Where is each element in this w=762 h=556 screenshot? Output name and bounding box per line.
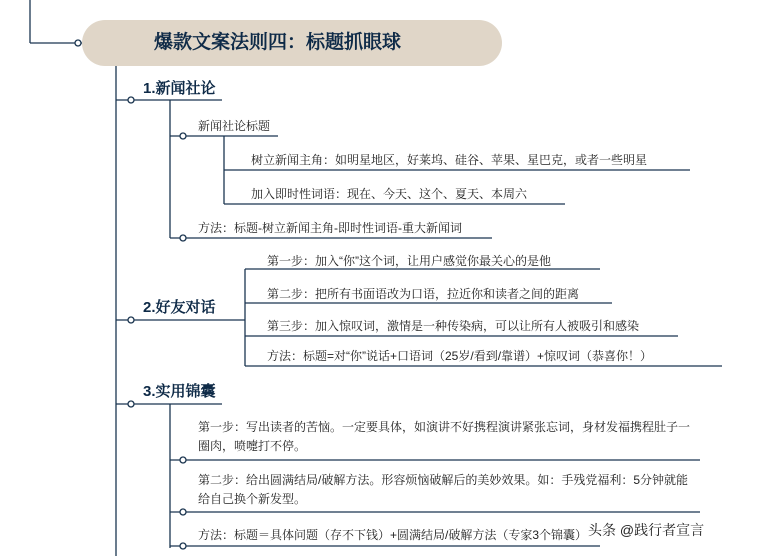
watermark-prefix: 头条 (588, 522, 616, 538)
watermark (588, 520, 704, 540)
central-topic (82, 20, 502, 66)
node-tips-step2: 第二步：给出圆满结局/破解方法。形容烦恼破解后的美妙效果。如：手残党福利：5分钟就能给自己换个新发型。 (198, 473, 689, 506)
node-tips-method: 方法：标题＝具体问题（存不下钱）+圆满结局/破解方法（专家3个锦囊） (198, 528, 588, 542)
node-chat-step3: 第三步：加入惊叹词，激情是一种传染病，可以让所有人被吸引和感染 (267, 319, 640, 333)
node-news-protagonist: 树立新闻主角：如明星地区，好莱坞、硅谷、苹果、星巴克，或者一些明星 (251, 153, 648, 167)
node-news-method: 方法：标题-树立新闻主角-即时性词语-重大新闻词 (198, 221, 462, 235)
section-3-label: 3.实用锦囊 (143, 383, 216, 400)
watermark-handle: @践行者宣言 (619, 522, 705, 538)
section-1-label: 1.新闻社论 (143, 80, 216, 97)
node-news-title: 新闻社论标题 (198, 119, 271, 133)
node-news-timely-words: 加入即时性词语：现在、今天、这个、夏天、本周六 (251, 187, 528, 201)
node-chat-step1: 第一步：加入“你”这个词，让用户感觉你最关心的是他 (267, 254, 551, 268)
node-chat-method: 方法：标题=对“你”说话+口语词（25岁/看到/靠谱）+惊叹词（恭喜你！） (267, 349, 653, 363)
central-topic-label: 爆款文案法则四：标题抓眼球 (154, 32, 402, 53)
node-chat-step2: 第二步：把所有书面语改为口语，拉近你和读者之间的距离 (267, 287, 580, 301)
section-2-label: 2.好友对话 (143, 299, 216, 316)
node-tips-step1: 第一步：写出读者的苦恼。一定要具体，如演讲不好携程演讲紧张忘词，身材发福携程肚子一圈肉，喷嚏打不停。 (198, 420, 691, 453)
